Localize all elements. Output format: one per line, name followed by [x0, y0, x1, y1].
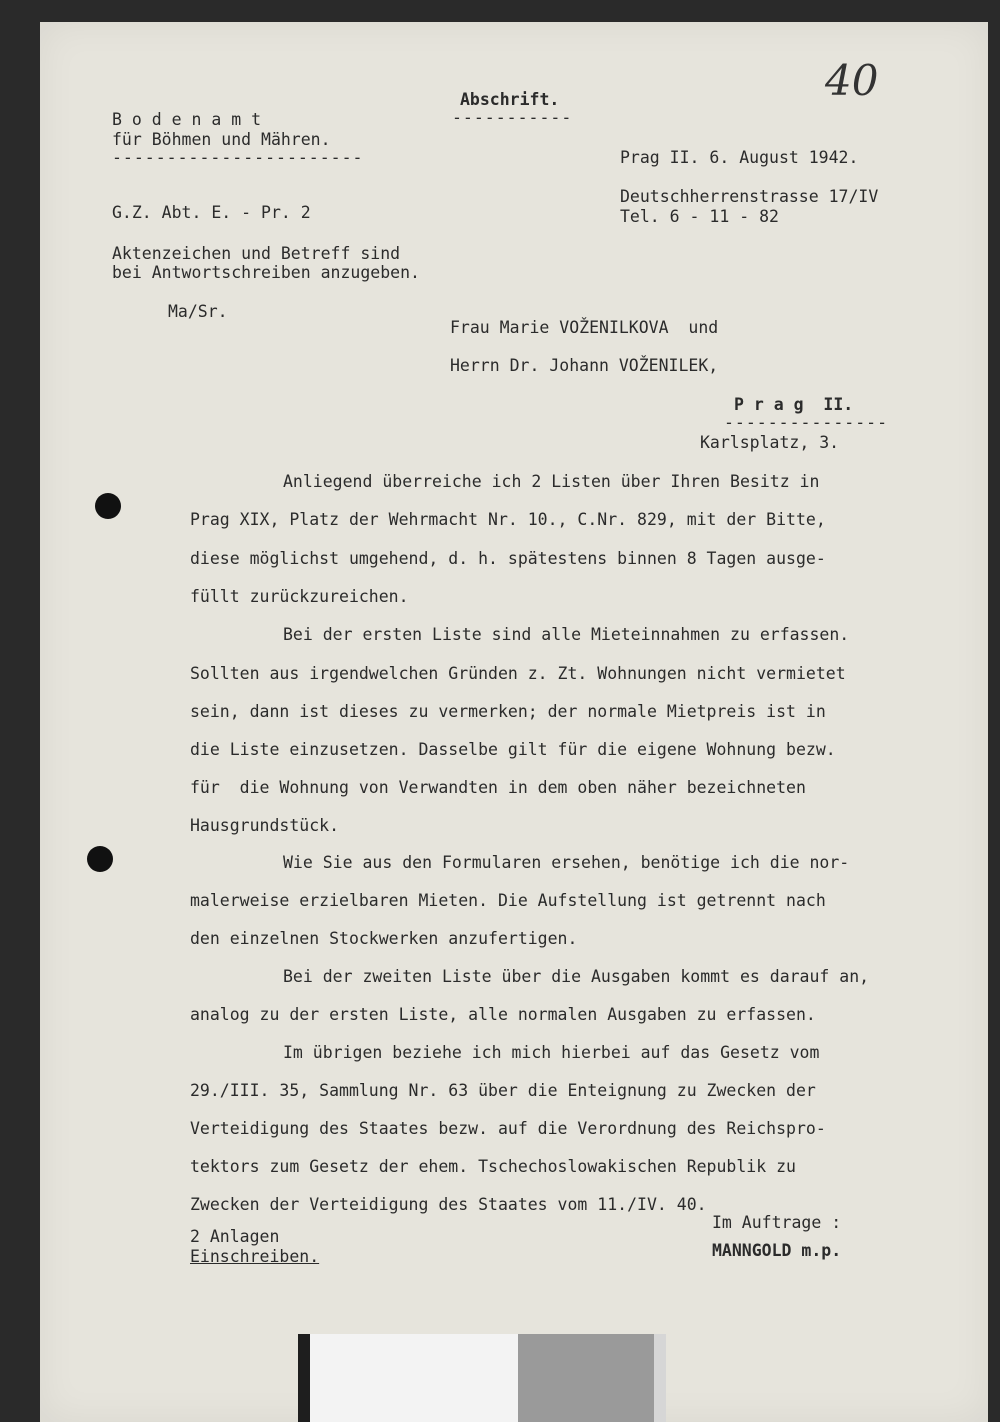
body-line: Sollten aus irgendwelchen Gründen z. Zt. Wohnungen nicht vermietet	[190, 664, 846, 683]
recipient-line-1: Frau Marie VOŽENILKOVA und	[450, 318, 719, 337]
sender-region: für Böhmen und Mähren.	[112, 130, 331, 149]
gray-card-edge	[654, 1334, 666, 1422]
telephone: Tel. 6 - 11 - 82	[620, 207, 779, 226]
recipient-line-2: Herrn Dr. Johann VOŽENILEK,	[450, 356, 719, 375]
enclosures: 2 Anlagen	[190, 1227, 280, 1246]
title-rule: -----------	[452, 108, 573, 127]
file-reference: G.Z. Abt. E. - Pr. 2	[112, 203, 311, 222]
gray-card-white-patch	[310, 1334, 518, 1422]
recipient-city: P r a g II.	[734, 395, 854, 414]
gray-card-mid-patch	[518, 1334, 654, 1422]
body-line: den einzelnen Stockwerken anzufertigen.	[190, 929, 578, 948]
signature-note: Im Auftrage :	[712, 1213, 842, 1232]
body-line: Zwecken der Verteidigung des Staates vom 11./IV. 40.	[190, 1195, 707, 1214]
body-line: Hausgrundstück.	[190, 816, 340, 835]
sender-rule: -----------------------	[112, 148, 364, 167]
body-line: 29./III. 35, Sammlung Nr. 63 über die Enteignung zu Zwecken der	[190, 1081, 816, 1100]
signature-name: MANNGOLD m.p.	[712, 1241, 842, 1260]
scale-card-edge	[298, 1334, 310, 1422]
initials: Ma/Sr.	[168, 302, 228, 321]
body-line: Im übrigen beziehe ich mich hierbei auf das Gesetz vom	[283, 1043, 820, 1062]
body-line: malerweise erzielbaren Mieten. Die Aufstellung ist getrennt nach	[190, 891, 826, 910]
punch-hole	[95, 493, 121, 519]
body-line: analog zu der ersten Liste, alle normalen Ausgaben zu erfassen.	[190, 1005, 816, 1024]
body-line: die Liste einzusetzen. Dasselbe gilt für die eigene Wohnung bezw.	[190, 740, 836, 759]
letter-page	[40, 22, 988, 1422]
place-date: Prag II. 6. August 1942.	[620, 148, 859, 167]
body-line: für die Wohnung von Verwandten in dem oben näher bezeichneten	[190, 778, 806, 797]
body-line: diese möglichst umgehend, d. h. spätestens binnen 8 Tagen ausge-	[190, 549, 826, 568]
body-line: füllt zurückzureichen.	[190, 587, 409, 606]
document-title: Abschrift.	[460, 90, 560, 109]
delivery-method: Einschreiben.	[190, 1247, 320, 1266]
notice-line-1: Aktenzeichen und Betreff sind	[112, 244, 401, 263]
body-line: Bei der zweiten Liste über die Ausgaben kommt es darauf an,	[283, 967, 870, 986]
body-line: tektors zum Gesetz der ehem. Tschechoslowakischen Republik zu	[190, 1157, 796, 1176]
body-line: sein, dann ist dieses zu vermerken; der normale Mietpreis ist in	[190, 702, 826, 721]
body-line: Bei der ersten Liste sind alle Mieteinnahmen zu erfassen.	[283, 625, 850, 644]
body-line: Anliegend überreiche ich 2 Listen über Ihren Besitz in	[283, 472, 820, 491]
sender-name: B o d e n a m t	[112, 110, 262, 129]
sender-address: Deutschherrenstrasse 17/IV	[620, 187, 879, 206]
punch-hole	[87, 846, 113, 872]
body-line: Prag XIX, Platz der Wehrmacht Nr. 10., C.Nr. 829, mit der Bitte,	[190, 510, 826, 529]
recipient-city-rule: ---------------	[724, 413, 889, 432]
page-number: 40	[825, 56, 879, 105]
body-line: Wie Sie aus den Formularen ersehen, benötige ich die nor-	[283, 853, 850, 872]
notice-line-2: bei Antwortschreiben anzugeben.	[112, 263, 420, 282]
recipient-street: Karlsplatz, 3.	[700, 433, 840, 452]
body-line: Verteidigung des Staates bezw. auf die Verordnung des Reichspro-	[190, 1119, 826, 1138]
